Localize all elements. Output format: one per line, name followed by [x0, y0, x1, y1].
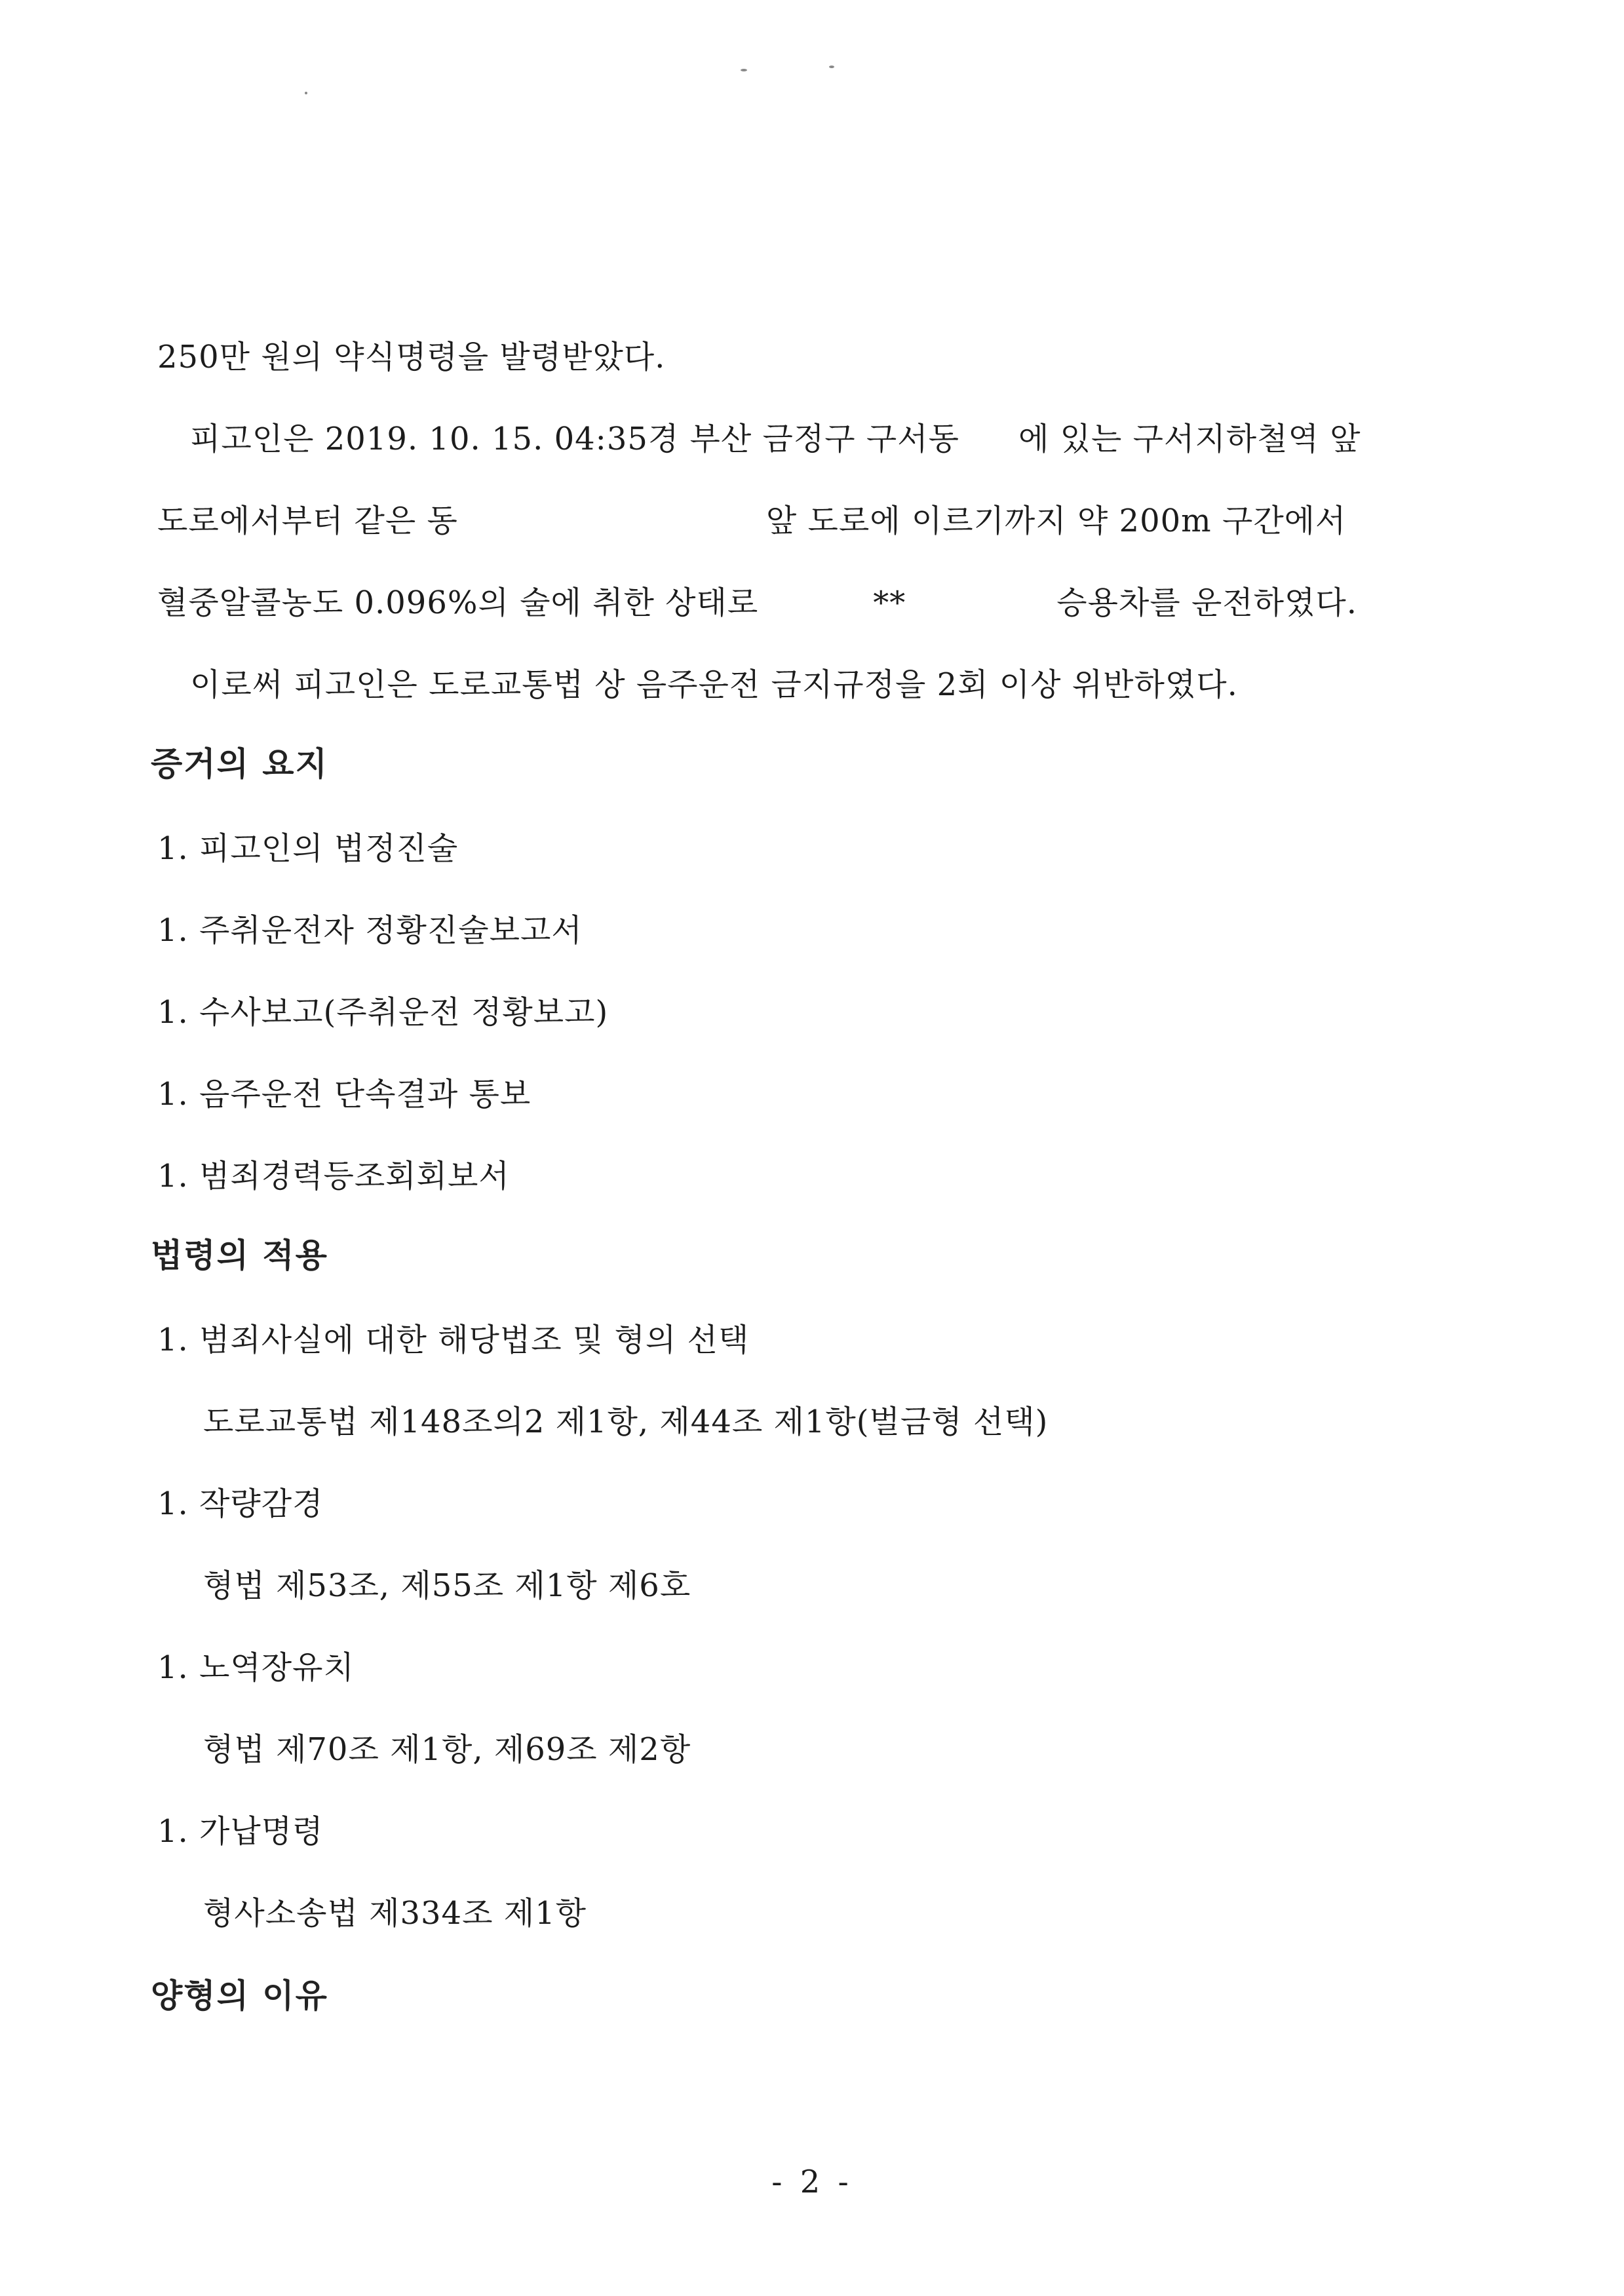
evidence-item: 1. 범죄경력등조회회보서 [157, 1158, 510, 1195]
law-item-title: 1. 작량감경 [157, 1485, 324, 1522]
law-item-title: 1. 가납명령 [157, 1813, 324, 1850]
body-line-2-a: 피고인은 2019. 10. 15. 04:35경 부산 금정구 구서동 [190, 421, 960, 457]
body-line-4 [157, 583, 1357, 622]
evidence-item: 1. 음주운전 단속결과 통보 [157, 1076, 532, 1113]
body-line-1: 250만 원의 약식명령을 발령받았다. [157, 339, 666, 375]
body-line-4-c: 승용차를 운전하였다. [1056, 584, 1358, 621]
scan-speck [829, 66, 834, 68]
law-item-title: 1. 범죄사실에 대한 해당법조 및 형의 선택 [157, 1322, 750, 1358]
scan-speck [305, 92, 307, 94]
law-item-title: 1. 노역장유치 [157, 1649, 355, 1686]
sentencing-heading: 양형의 이유 [151, 1977, 328, 2015]
body-line-2 [190, 419, 1361, 459]
law-item-detail: 도로교통법 제148조의2 제1항, 제44조 제1항(벌금형 선택) [203, 1404, 1049, 1440]
law-heading: 법령의 적용 [151, 1236, 328, 1274]
body-line-3-b: 앞 도로에 이르기까지 약 200m 구간에서 [765, 503, 1347, 539]
body-line-3-a: 도로에서부터 같은 동 [157, 503, 458, 539]
law-item-detail: 형사소송법 제334조 제1항 [203, 1895, 587, 1932]
evidence-heading: 증거의 요지 [151, 745, 328, 783]
body-line-5: 이로써 피고인은 도로교통법 상 음주운전 금지규정을 2회 이상 위반하였다. [190, 666, 1238, 703]
evidence-item: 1. 주취운전자 정황진술보고서 [157, 912, 583, 949]
evidence-item: 1. 피고인의 법정진술 [157, 830, 459, 867]
page-number: - 2 - [771, 2164, 853, 2200]
law-item-detail: 형법 제70조 제1항, 제69조 제2항 [203, 1731, 691, 1768]
law-item-detail: 형법 제53조, 제55조 제1항 제6호 [203, 1567, 691, 1604]
body-line-4-a: 혈중알콜농도 0.096%의 술에 취한 상태로 [157, 584, 759, 621]
scan-speck [741, 69, 747, 71]
body-line-2-b: 에 있는 구서지하철역 앞 [1018, 421, 1361, 457]
evidence-item: 1. 수사보고(주취운전 정황보고) [157, 994, 609, 1031]
body-line-3 [157, 501, 1346, 541]
body-line-4-b: ** [873, 584, 906, 621]
